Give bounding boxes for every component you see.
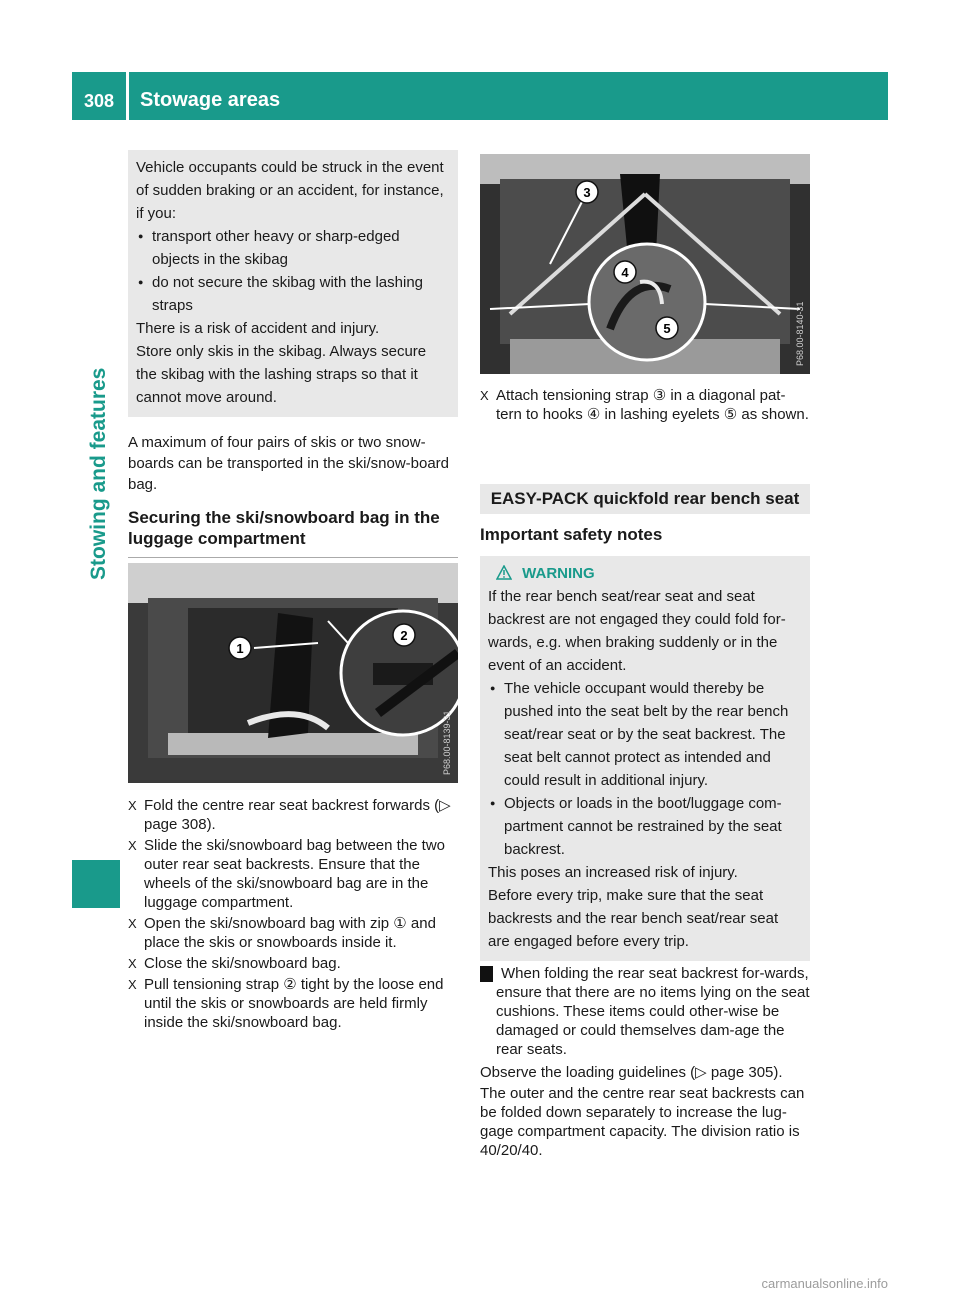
- side-section-title: Stowing and features: [87, 367, 110, 580]
- section-heading: Securing the ski/snowboard bag in the luggage compartment: [128, 508, 440, 548]
- svg-text:4: 4: [621, 265, 629, 280]
- subheading: Important safety notes: [480, 525, 663, 544]
- callout-4: [614, 261, 636, 283]
- step-item: X Close the ski/snowboard bag.: [128, 955, 341, 972]
- damage-note: ! When folding the rear seat backrest for-wards, ensure that there are no items lying on the seat cushions. These items could other-wise be damaged or could themselves dam-age the rear seats.: [476, 965, 810, 1058]
- warning-risk: There is a risk of accident and injury.: [136, 320, 380, 337]
- warning-advice: Before every trip, make sure that the seat backrests and the rear bench seat/rear seat are engaged before every trip.: [488, 887, 779, 950]
- watermark: carmanualsonline.info: [761, 1276, 888, 1291]
- svg-text:2: 2: [400, 628, 408, 643]
- ski-bag-illustration: [128, 563, 458, 783]
- step-item: X Slide the ski/snowboard bag between the two outer rear seat backrests. Ensure that the wheels of the ski/snowboard bag are in the luggage compartment.: [128, 837, 446, 911]
- section-title-band: EASY-PACK quickfold rear bench seat: [480, 484, 810, 514]
- warning-intro: Vehicle occupants could be struck in the event of sudden braking or an accident, for instance, if you:: [136, 159, 444, 222]
- notice-icon: !: [480, 966, 493, 982]
- right-step: [480, 386, 810, 424]
- right-subheading-block: [480, 524, 810, 558]
- figure-code: P68.00-8140-31: [795, 301, 805, 366]
- callout-3: [576, 181, 598, 203]
- callout-1: [229, 637, 251, 659]
- tensioning-strap-illustration: [480, 154, 810, 374]
- step-item: X Fold the centre rear seat backrest forwards (▷ page 308).: [128, 797, 451, 833]
- step-item: X Open the ski/snowboard bag with zip ① and place the skis or snowboards inside it.: [128, 915, 436, 951]
- skibag-warning-box: [128, 150, 458, 417]
- step-item: X Pull tensioning strap ② tight by the loose end until the skis or snowboards are held firmly inside the ski/snowboard bag.: [128, 976, 444, 1031]
- page-title: Stowage areas: [140, 89, 281, 111]
- warning-triangle-icon: [496, 565, 512, 580]
- warning-heading: [496, 562, 802, 585]
- figure-code: P68.00-8139-31: [442, 710, 452, 775]
- loading-guidelines-ref: Observe the loading guidelines (▷ page 305).: [480, 1064, 783, 1081]
- warning-box: [480, 556, 810, 961]
- warning-bullet: ● transport other heavy or sharp-edged objects in the skibag: [136, 225, 450, 271]
- capacity-paragraph: A maximum of four pairs of skis or two snow-boards can be transported in the ski/snow-board bag.: [128, 434, 450, 493]
- callout-5: [656, 317, 678, 339]
- step-item: X Attach tensioning strap ③ in a diagonal pat-tern to hooks ④ in lashing eyelets ⑤ as shown.: [480, 387, 809, 423]
- warning-intro: If the rear bench seat/rear seat and seat backrest are not engaged they could fold for-wards, e.g. when braking suddenly or in the event of an accident.: [488, 588, 786, 674]
- division-paragraph: The outer and the centre rear seat backrests can be folded down separately to increase the lug-gage compartment capacity. The division ratio is 40/20/40.: [480, 1085, 805, 1159]
- warning-bullet: ● The vehicle occupant would thereby be pushed into the seat belt by the rear bench seat/rear seat or by the seat backrest. The seat belt cannot protect as intended and could result in additional injury.: [488, 677, 802, 792]
- svg-text:1: 1: [236, 641, 244, 656]
- callout-2: [393, 624, 415, 646]
- svg-text:5: 5: [663, 321, 671, 336]
- warning-risk: This poses an increased risk of injury.: [488, 864, 738, 881]
- tensioning-strap-photo: [480, 154, 810, 374]
- side-tab-marker: [72, 860, 120, 908]
- warning-advice: Store only skis in the skibag. Always secure the skibag with the lashing straps so that it cannot move around.: [136, 343, 427, 406]
- svg-text:3: 3: [583, 185, 591, 200]
- warning-title: WARNING: [522, 565, 595, 582]
- left-body: [128, 432, 458, 558]
- page-number: 308: [83, 91, 115, 111]
- ski-bag-photo: [128, 563, 458, 783]
- warning-bullet: ● Objects or loads in the boot/luggage com-partment cannot be restrained by the seat backrest.: [488, 792, 802, 861]
- header-divider: [126, 72, 129, 120]
- left-steps: [128, 796, 458, 1032]
- warning-bullet: ● do not secure the skibag with the lashing straps: [136, 271, 450, 317]
- right-body: [476, 964, 812, 1160]
- heading-rule: [128, 557, 458, 558]
